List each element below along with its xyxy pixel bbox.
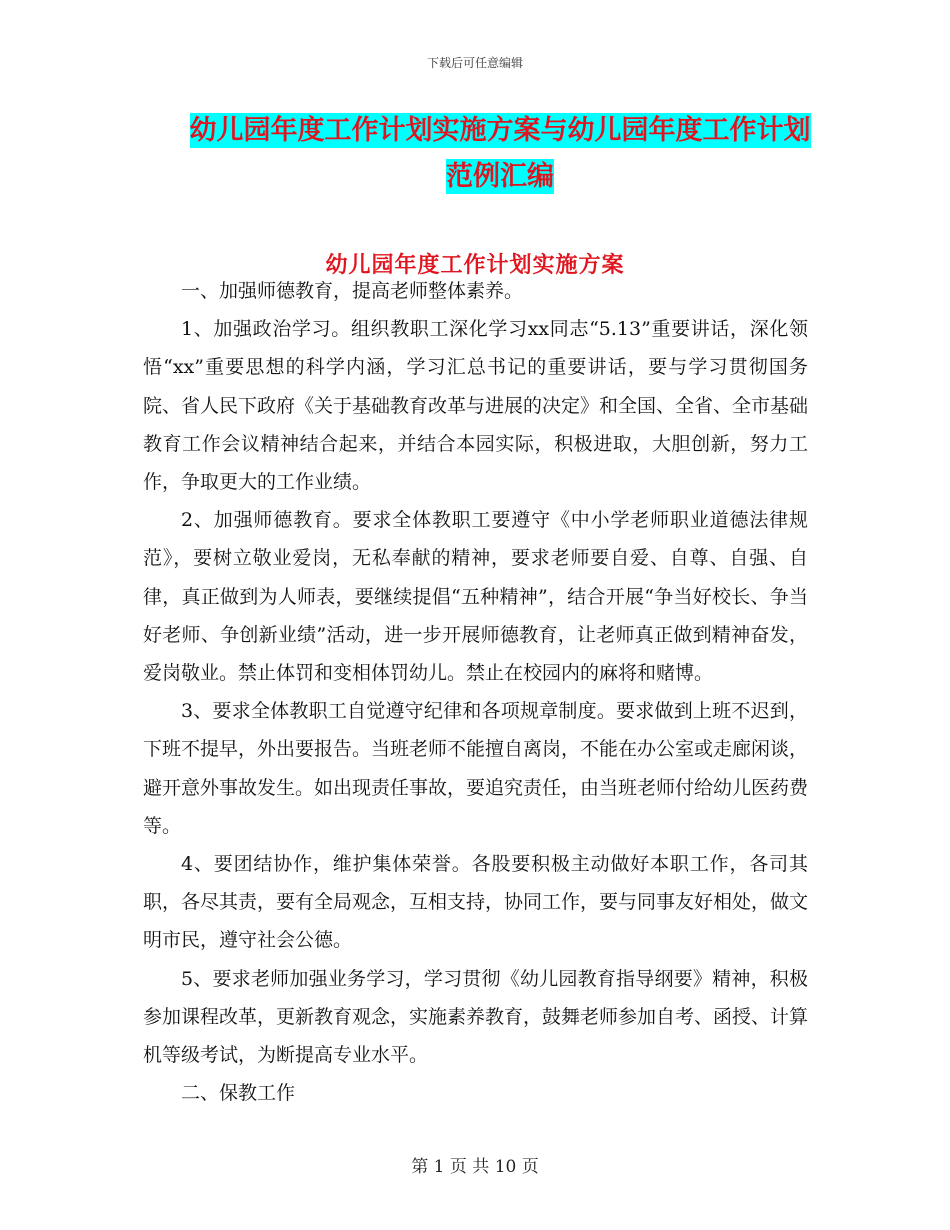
document-title xyxy=(180,108,820,200)
page-number: 第 1 页 共 10 页 xyxy=(411,1157,539,1177)
paragraph: 1、加强政治学习。组织教职工深化学习xx同志“5.13”重要讲话，深化领悟“xx”重要思想的科学内涵，学习汇总书记的重要讲话，要与学习贯彻国务院、省人民下政府《关于基础教育改革与进展的决定》和全国、全省、全市基础教育工作会议精神结合起来，并结合本园实际，积极进取，大胆创新，努力工作，争取更大的工作业绩。 xyxy=(143,318,809,494)
document-title-line2: 范例汇编 xyxy=(446,161,554,192)
document-body xyxy=(143,272,808,1112)
document-title-line1: 幼儿园年度工作计划实施方案与幼儿园年度工作计划 xyxy=(189,115,811,146)
paragraph: 2、加强师德教育。要求全体教职工要遵守《中小学老师职业道德法律规范》，要树立敬业爱岗，无私奉献的精神，要求老师要自爱、自尊、自强、自律，真正做到为人师表，要继续提倡“五种精神”，结合开展“争当好校长、争当好老师、争创新业绩”活动，进一步开展师德教育，让老师真正做到精神奋发，爱岗敬业。禁止体罚和变相体罚幼儿。禁止在校园内的麻将和赌博。 xyxy=(143,509,808,685)
paragraph: 5、要求老师加强业务学习，学习贯彻《幼儿园教育指导纲要》精神，积极参加课程改革，更新教育观念，实施素养教育，鼓舞老师参加自考、函授、计算机等级考试，为断提高专业水平。 xyxy=(143,967,809,1067)
section-title: 幼儿园年度工作计划实施方案 xyxy=(325,253,625,278)
paragraph-heading-1: 一、加强师德教育，提高老师整体素养。 xyxy=(181,280,524,302)
paragraph-heading-2: 二、保教工作 xyxy=(181,1082,296,1105)
header-note: 下载后可任意编辑 xyxy=(426,56,523,70)
paragraph: 4、要团结协作，维护集体荣誉。各股要积极主动做好本职工作，各司其职，各尽其责，要有全局观念，互相支持，协同工作，要与同事友好相处，做文明市民，遵守社会公德。 xyxy=(143,853,809,952)
paragraph: 3、要求全体教职工自觉遵守纪律和各项规章制度。要求做到上班不迟到，下班不提早，外出要报告。当班老师不能擅自离岗，不能在办公室或走廊闲谈，避开意外事故发生。如出现责任事故，要追究责任，由当班老师付给幼儿医药费等。 xyxy=(143,700,809,837)
